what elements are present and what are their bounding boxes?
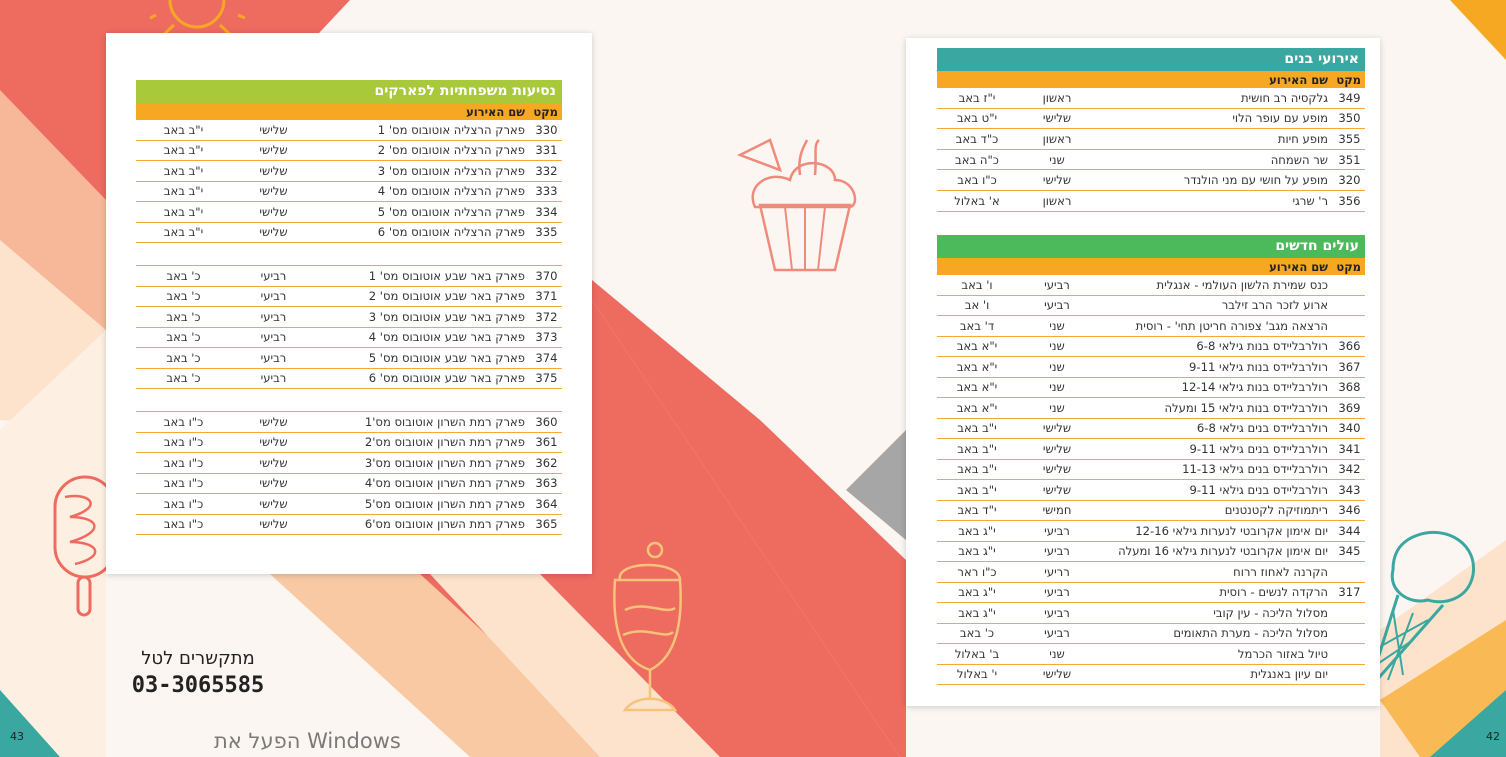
code-cell: 370	[531, 266, 562, 287]
code-cell	[1334, 644, 1365, 665]
date-cell: כ"ו ראר	[937, 562, 1017, 583]
code-cell: 346	[1334, 500, 1365, 521]
date-cell: ו' אב	[937, 295, 1017, 316]
day-cell: רביעי	[1017, 582, 1097, 603]
code-cell: 320	[1334, 170, 1365, 191]
left-table-panel	[106, 33, 592, 574]
event-name-cell: פארק באר שבע אוטובוס מס' 1	[316, 266, 531, 287]
day-cell: ראשון	[1017, 190, 1097, 211]
event-name-cell: מסלול הליכה - מערת התאומים	[1097, 623, 1334, 644]
header-name: שם האירוע	[1269, 259, 1328, 274]
event-name-cell: יום אימון אקרובטי לנערות גילאי 16 ומעלה	[1097, 541, 1334, 562]
date-cell: כ' באב	[136, 327, 231, 348]
event-name-cell: פארק הרצליה אוטובוס מס' 4	[316, 181, 531, 202]
day-cell: שלישי	[231, 222, 316, 243]
event-name-cell: פארק הרצליה אוטובוס מס' 2	[316, 140, 531, 161]
table-row	[136, 432, 562, 453]
table-row	[937, 129, 1365, 150]
table-row	[136, 181, 562, 202]
code-cell: 372	[531, 307, 562, 328]
event-name-cell: פארק הרצליה אוטובוס מס' 5	[316, 202, 531, 223]
cupcake-icon	[735, 135, 860, 275]
date-cell: י"ב באב	[136, 202, 231, 223]
day-cell: שלישי	[1017, 480, 1097, 501]
table-row	[937, 88, 1365, 108]
date-cell: כ"ו באב	[136, 453, 231, 474]
code-cell: 374	[531, 348, 562, 369]
event-name-cell: פארק באר שבע אוטובוס מס' 2	[316, 286, 531, 307]
date-cell: ו' באב	[937, 275, 1017, 295]
day-cell: שלישי	[231, 140, 316, 161]
event-name-cell: פארק רמת השרון אוטובוס מס'4	[316, 473, 531, 494]
event-name-cell: מופע עם עופר הלוי	[1097, 108, 1334, 129]
day-cell: שני	[1017, 336, 1097, 357]
event-name-cell: מופע על חושי עם מני הולנדר	[1097, 170, 1334, 191]
code-cell	[1334, 316, 1365, 337]
day-cell: שלישי	[231, 120, 316, 140]
event-name-cell: פארק רמת השרון אוטובוס מס'6	[316, 514, 531, 535]
code-cell: 365	[531, 514, 562, 535]
event-name-cell: רולרבליידס בנים גילאי 11-13	[1097, 459, 1334, 480]
event-name-cell: הרצאה מגב' צפורה חריטן תחי' - רוסית	[1097, 316, 1334, 337]
event-name-cell: פארק רמת השרון אוטובוס מס'1	[316, 412, 531, 433]
date-cell: י' באלול	[937, 664, 1017, 685]
date-cell: כ"ה באב	[937, 149, 1017, 170]
day-cell: שני	[1017, 316, 1097, 337]
header-name: שם האירוע	[1269, 72, 1328, 87]
table-row	[136, 368, 562, 389]
code-cell: 330	[531, 120, 562, 140]
day-cell: רביעי	[231, 286, 316, 307]
table-row	[937, 603, 1365, 624]
table-row	[937, 418, 1365, 439]
date-cell: ד' באב	[937, 316, 1017, 337]
event-name-cell: פארק הרצליה אוטובוס מס' 1	[316, 120, 531, 140]
code-cell: 371	[531, 286, 562, 307]
date-cell: א' באלול	[937, 190, 1017, 211]
day-cell: שלישי	[1017, 664, 1097, 685]
new-immigrants-table	[937, 235, 1365, 685]
code-cell: 344	[1334, 521, 1365, 542]
day-cell: רביעי	[1017, 623, 1097, 644]
day-cell: שלישי	[1017, 108, 1097, 129]
date-cell: כ"ו באב	[136, 473, 231, 494]
contact-block	[118, 648, 278, 698]
day-cell: שני	[1017, 644, 1097, 665]
day-cell: שלישי	[231, 412, 316, 433]
code-cell: 340	[1334, 418, 1365, 439]
date-cell: י"ב באב	[937, 459, 1017, 480]
event-name-cell: פארק רמת השרון אוטובוס מס'2	[316, 432, 531, 453]
day-cell: שלישי	[1017, 439, 1097, 460]
date-cell: י"ד באב	[937, 500, 1017, 521]
page-number-right: 42	[1486, 730, 1500, 743]
event-name-cell: פארק באר שבע אוטובוס מס' 4	[316, 327, 531, 348]
table-row	[136, 473, 562, 494]
event-name-cell: רולרבליידס בנות גילאי 9-11	[1097, 357, 1334, 378]
table-row	[136, 120, 562, 140]
event-name-cell: רולרבליידס בנות גילאי 12-14	[1097, 377, 1334, 398]
code-cell: 368	[1334, 377, 1365, 398]
date-cell: י"ט באב	[937, 108, 1017, 129]
date-cell: י"ז באב	[937, 88, 1017, 108]
date-cell: כ' באב	[136, 307, 231, 328]
day-cell: שלישי	[1017, 418, 1097, 439]
code-cell: 331	[531, 140, 562, 161]
event-name-cell: רולרבליידס בנים גילאי 9-11	[1097, 439, 1334, 460]
code-cell: 367	[1334, 357, 1365, 378]
date-cell: י"א באב	[937, 336, 1017, 357]
date-cell: כ' באב	[136, 266, 231, 287]
table-row	[937, 275, 1365, 295]
table-row	[937, 336, 1365, 357]
code-cell: 351	[1334, 149, 1365, 170]
contact-label: מתקשרים לטל	[141, 648, 255, 669]
code-cell: 362	[531, 453, 562, 474]
day-cell: רביעי	[231, 368, 316, 389]
day-cell: שלישי	[1017, 170, 1097, 191]
day-cell: שלישי	[231, 473, 316, 494]
table-row	[136, 327, 562, 348]
event-name-cell: פארק באר שבע אוטובוס מס' 5	[316, 348, 531, 369]
event-name-cell: רולרבליידס בנות גילאי 6-8	[1097, 336, 1334, 357]
code-cell: 363	[531, 473, 562, 494]
date-cell: י"ג באב	[937, 603, 1017, 624]
date-cell: כ"ו באב	[136, 494, 231, 515]
day-cell: שלישי	[1017, 459, 1097, 480]
parks-trips-table	[136, 80, 562, 535]
date-cell: כ' באב	[937, 623, 1017, 644]
code-cell	[1334, 275, 1365, 295]
code-cell: 341	[1334, 439, 1365, 460]
table-row	[136, 222, 562, 243]
date-cell: י"ג באב	[937, 521, 1017, 542]
table-row	[937, 582, 1365, 603]
day-cell: רביעי	[1017, 541, 1097, 562]
table-row	[937, 377, 1365, 398]
table-row	[937, 541, 1365, 562]
date-cell: י"א באב	[937, 398, 1017, 419]
table-row	[937, 623, 1365, 644]
day-cell: שלישי	[231, 432, 316, 453]
day-cell: רביעי	[231, 307, 316, 328]
day-cell: שלישי	[231, 453, 316, 474]
day-cell: רביעי	[231, 266, 316, 287]
code-cell: 332	[531, 161, 562, 182]
table-row	[937, 357, 1365, 378]
event-name-cell: כנס שמירת הלשון העולמי - אנגלית	[1097, 275, 1334, 295]
table-row	[937, 459, 1365, 480]
date-cell: ב' באלול	[937, 644, 1017, 665]
day-cell: שלישי	[231, 181, 316, 202]
event-name-cell: פארק רמת השרון אוטובוס מס'5	[316, 494, 531, 515]
code-cell: 356	[1334, 190, 1365, 211]
table-row	[136, 453, 562, 474]
date-cell: י"ב באב	[937, 439, 1017, 460]
code-cell: 334	[531, 202, 562, 223]
event-name-cell: פארק רמת השרון אוטובוס מס'3	[316, 453, 531, 474]
table-row	[937, 295, 1365, 316]
day-cell: שלישי	[231, 494, 316, 515]
table-row	[937, 500, 1365, 521]
day-cell: רביעי	[1017, 295, 1097, 316]
day-cell: רריעי	[1017, 562, 1097, 583]
code-cell: 345	[1334, 541, 1365, 562]
code-cell: 335	[531, 222, 562, 243]
day-cell: רביעי	[1017, 275, 1097, 295]
code-cell: 360	[531, 412, 562, 433]
event-name-cell: ר' שרגי	[1097, 190, 1334, 211]
code-cell: 373	[531, 327, 562, 348]
date-cell: כ"ו באב	[136, 432, 231, 453]
table-row	[937, 108, 1365, 129]
table-row	[937, 190, 1365, 211]
right-table-panel	[906, 38, 1380, 706]
code-cell: 369	[1334, 398, 1365, 419]
table-row	[937, 480, 1365, 501]
code-cell: 342	[1334, 459, 1365, 480]
code-cell	[1334, 603, 1365, 624]
header-code: מקט	[1336, 259, 1361, 274]
table-row	[937, 316, 1365, 337]
event-name-cell: פארק הרצליה אוטובוס מס' 3	[316, 161, 531, 182]
code-cell: 350	[1334, 108, 1365, 129]
date-cell: כ' באב	[136, 368, 231, 389]
event-name-cell: יום עיון באנגלית	[1097, 664, 1334, 685]
date-cell: כ"ו באב	[937, 170, 1017, 191]
table-row	[937, 644, 1365, 665]
date-cell: י"ב באב	[136, 161, 231, 182]
table-row	[136, 286, 562, 307]
date-cell: כ"ו באב	[136, 514, 231, 535]
date-cell: כ' באב	[136, 286, 231, 307]
table-row	[136, 514, 562, 535]
day-cell: רביעי	[231, 327, 316, 348]
event-name-cell: שר השמחה	[1097, 149, 1334, 170]
boys-events-title: אירועי בנים	[937, 48, 1365, 71]
new-immigrants-title: עולים חדשים	[937, 235, 1365, 258]
event-name-cell: גלקסיה רב חושית	[1097, 88, 1334, 108]
event-name-cell: פארק הרצליה אוטובוס מס' 6	[316, 222, 531, 243]
table-row	[136, 348, 562, 369]
date-cell: כ"ו באב	[136, 412, 231, 433]
code-cell	[1334, 295, 1365, 316]
event-name-cell: מסלול הליכה - עין קובי	[1097, 603, 1334, 624]
event-name-cell: פארק באר שבע אוטובוס מס' 3	[316, 307, 531, 328]
code-cell: 349	[1334, 88, 1365, 108]
header-code: מקט	[1336, 72, 1361, 87]
table-row	[136, 307, 562, 328]
table-row	[937, 439, 1365, 460]
table-row	[937, 149, 1365, 170]
table-row	[937, 664, 1365, 685]
code-cell: 364	[531, 494, 562, 515]
header-name: שם האירוע	[466, 104, 525, 119]
event-name-cell: ארוע לזכר הרב זילבר	[1097, 295, 1334, 316]
date-cell: י"ג באב	[937, 541, 1017, 562]
code-cell: 366	[1334, 336, 1365, 357]
table-row	[937, 398, 1365, 419]
parks-trips-title: נסיעות משפחתיות לפארקים	[136, 80, 562, 103]
date-cell: כ' באב	[136, 348, 231, 369]
windows-activation-watermark: הפעל את Windows	[214, 729, 401, 753]
date-cell: כ"ד באב	[937, 129, 1017, 150]
event-name-cell: הרקדה לנשים - רוסית	[1097, 582, 1334, 603]
day-cell: שלישי	[231, 202, 316, 223]
code-cell: 355	[1334, 129, 1365, 150]
code-cell: 375	[531, 368, 562, 389]
code-cell: 333	[531, 181, 562, 202]
event-name-cell: טיול באזור הכרמל	[1097, 644, 1334, 665]
boys-events-table	[937, 48, 1365, 212]
event-name-cell: יום אימון אקרובטי לנערות גילאי 12-16	[1097, 521, 1334, 542]
day-cell: רביעי	[231, 348, 316, 369]
date-cell: י"א באב	[937, 357, 1017, 378]
contact-phone[interactable]: 03-3065585	[131, 673, 265, 698]
table-row	[136, 412, 562, 433]
code-cell	[1334, 562, 1365, 583]
code-cell	[1334, 623, 1365, 644]
event-name-cell: מופע חיות	[1097, 129, 1334, 150]
day-cell: שלישי	[231, 161, 316, 182]
event-name-cell: רולרבליידס בנים גילאי 9-11	[1097, 480, 1334, 501]
table-row	[136, 202, 562, 223]
group-spacer	[136, 389, 562, 412]
code-cell: 343	[1334, 480, 1365, 501]
event-name-cell: ריתמוזיקה לקטנטנים	[1097, 500, 1334, 521]
table-row	[937, 170, 1365, 191]
group-spacer	[136, 243, 562, 266]
day-cell: רביעי	[1017, 603, 1097, 624]
event-name-cell: רולרבליידס בנים גילאי 6-8	[1097, 418, 1334, 439]
day-cell: רביעי	[1017, 521, 1097, 542]
date-cell: י"ב באב	[136, 181, 231, 202]
sundae-icon	[605, 540, 690, 720]
code-cell: 361	[531, 432, 562, 453]
header-code: מקט	[533, 104, 558, 119]
date-cell: י"א באב	[937, 377, 1017, 398]
table-row	[136, 161, 562, 182]
date-cell: י"ב באב	[136, 222, 231, 243]
table-row	[136, 140, 562, 161]
date-cell: י"ב באב	[937, 480, 1017, 501]
date-cell: י"ב באב	[136, 120, 231, 140]
event-name-cell: פארק באר שבע אוטובוס מס' 6	[316, 368, 531, 389]
table-row	[937, 521, 1365, 542]
day-cell: שני	[1017, 398, 1097, 419]
page-number-left: 43	[10, 730, 24, 743]
date-cell: י"ב באב	[937, 418, 1017, 439]
day-cell: שני	[1017, 357, 1097, 378]
day-cell: שני	[1017, 149, 1097, 170]
day-cell: שלישי	[231, 514, 316, 535]
event-name-cell: רולרבליידס בנות גילאי 15 ומעלה	[1097, 398, 1334, 419]
day-cell: ראשון	[1017, 129, 1097, 150]
date-cell: י"ג באב	[937, 582, 1017, 603]
code-cell: 317	[1334, 582, 1365, 603]
table-row	[136, 494, 562, 515]
table-row	[136, 266, 562, 287]
event-name-cell: הקרנה לאחוז ררוח	[1097, 562, 1334, 583]
day-cell: שני	[1017, 377, 1097, 398]
table-row	[937, 562, 1365, 583]
day-cell: ראשון	[1017, 88, 1097, 108]
date-cell: י"ב באב	[136, 140, 231, 161]
code-cell	[1334, 664, 1365, 685]
day-cell: חמישי	[1017, 500, 1097, 521]
